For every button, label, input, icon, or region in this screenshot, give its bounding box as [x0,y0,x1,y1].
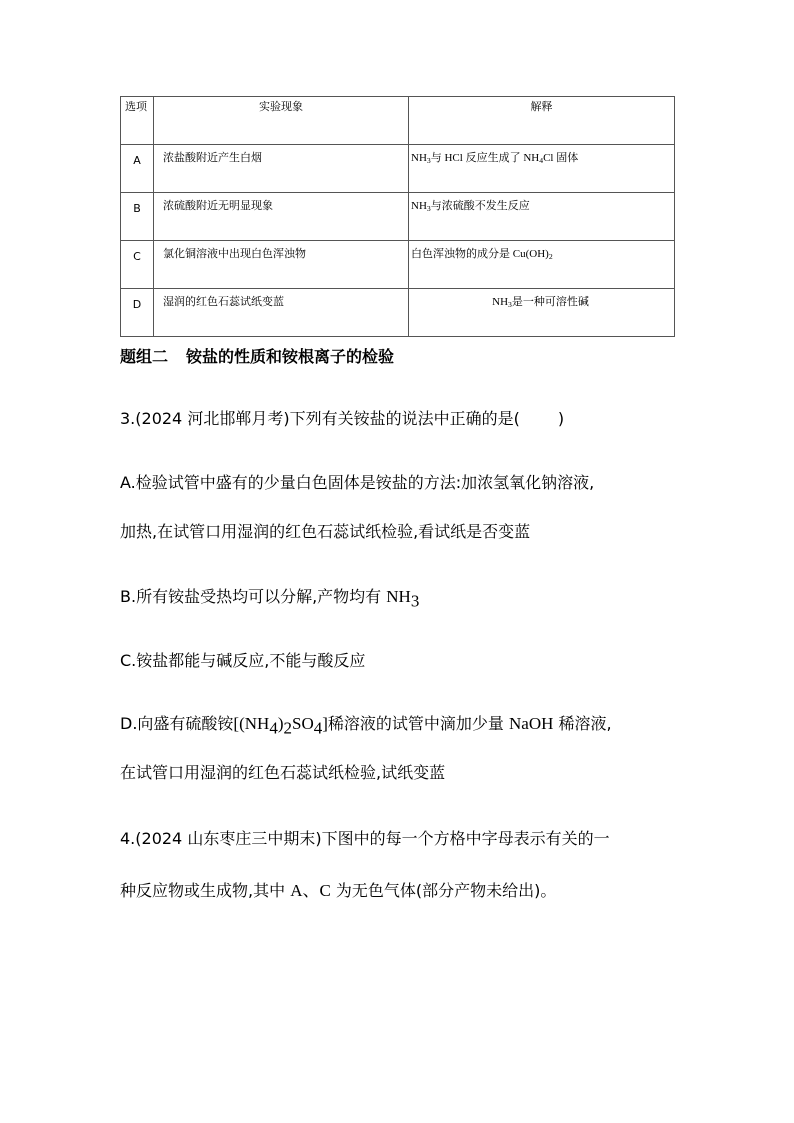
option-b: B.所有铵盐受热均可以分解,产物均有 $NH_3$ [120,587,420,611]
option-a-line2: 加热,在试管口用湿润的红色石蕊试纸检验,看试纸是否变蓝 [120,522,531,541]
option-d-line2: 在试管口用湿润的红色石蕊试纸检验,试纸变蓝 [120,763,446,782]
section-heading [120,344,394,367]
row-phenomenon: 湿润的红色石蕊试纸变蓝 [154,289,409,337]
row-option: C [121,241,154,289]
question-4-stem: 4.(2024 山东枣庄三中期末)下图中的每一个方格中字母表示有关的一 [120,829,610,848]
row-option: B [121,193,154,241]
question-source: 3.(2024 河北邯郸月考) [120,409,290,428]
table-row [121,145,675,193]
section-title: 铵盐的性质和铵根离子的检验 [186,347,395,366]
question-4-line2: 种反应物或生成物,其中 A、C 为无色气体(部分产物未给出)。 [120,881,557,900]
header-explanation: 解释 [409,97,675,145]
table-header-row [121,97,675,145]
row-explanation: 白色浑浊物的成分是 $Cu(OH)_2$ [409,241,675,289]
option-c: C.铵盐都能与碱反应,不能与酸反应 [120,651,366,670]
table-row [121,241,675,289]
row-phenomenon: 浓盐酸附近产生白烟 [154,145,409,193]
header-option: 选项 [121,97,154,145]
row-explanation: $NH_3$是一种可溶性碱 [409,289,675,337]
row-explanation: $NH_3$与 HCl 反应生成了 $NH_4Cl$ 固体 [409,145,675,193]
row-option: D [121,289,154,337]
header-phenomenon: 实验现象 [154,97,409,145]
option-a-line1: A.检验试管中盛有的少量白色固体是铵盐的方法:加浓氢氧化钠溶液, [120,473,595,492]
question-3-stem: 3.(2024 河北邯郸月考)下列有关铵盐的说法中正确的是( ) [120,409,565,428]
row-explanation: $NH_3$与浓硫酸不发生反应 [409,193,675,241]
row-phenomenon: 氯化铜溶液中出现白色浑浊物 [154,241,409,289]
row-option: A [121,145,154,193]
row-phenomenon: 浓硫酸附近无明显现象 [154,193,409,241]
table-row [121,289,675,337]
option-d-line1: D.向盛有硫酸铵$[(NH_4)_2SO_4]$稀溶液的试管中滴加少量 NaOH 稀溶液, [120,714,612,738]
question-source: 4.(2024 山东枣庄三中期末) [120,829,322,848]
table-row [121,193,675,241]
experiment-table [120,96,675,337]
section-label: 题组二 [120,347,169,366]
